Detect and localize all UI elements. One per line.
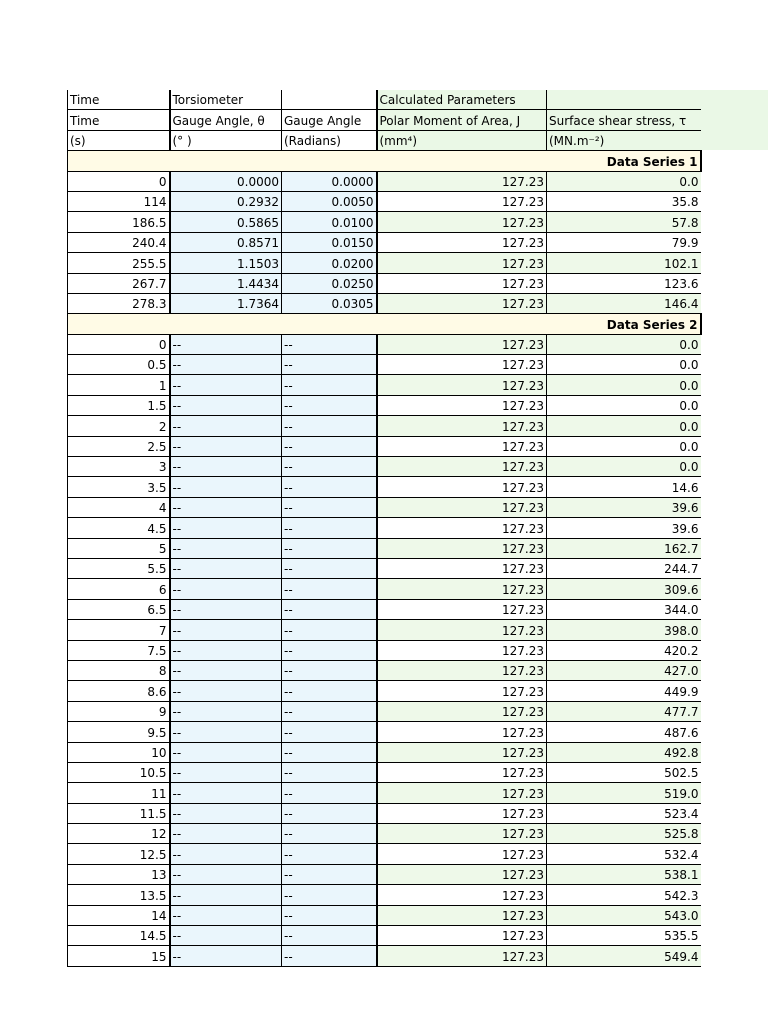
table-row <box>68 660 701 680</box>
torsion-data-table <box>67 90 702 967</box>
cell-gauge-angle-degrees[interactable]: 0.5865 <box>170 212 282 232</box>
cell-gauge-angle-degrees[interactable]: -- <box>170 599 282 619</box>
cell-polar-moment[interactable]: 127.23 <box>377 273 547 293</box>
table-row <box>68 191 701 211</box>
header-torsiometer-group[interactable]: Torsiometer <box>170 90 282 110</box>
table-row <box>68 395 701 415</box>
unit-shear-stress[interactable]: (MN.m⁻²) <box>547 130 701 150</box>
cell-gauge-angle-degrees[interactable]: -- <box>170 355 282 375</box>
cell-gauge-angle-radians[interactable]: -- <box>282 538 377 558</box>
cell-time[interactable]: 14 <box>68 905 170 925</box>
cell-gauge-angle-degrees[interactable]: -- <box>170 558 282 578</box>
cell-polar-moment[interactable]: 127.23 <box>377 253 547 273</box>
cell-polar-moment[interactable]: 127.23 <box>377 722 547 742</box>
cell-polar-moment[interactable]: 127.23 <box>377 457 547 477</box>
table-row <box>68 926 701 946</box>
unit-degrees[interactable]: (° ) <box>170 130 282 150</box>
cell-gauge-angle-radians[interactable]: -- <box>282 762 377 782</box>
cell-gauge-angle-degrees[interactable]: -- <box>170 905 282 925</box>
cell-time[interactable]: 13 <box>68 864 170 884</box>
cell-gauge-angle-radians[interactable]: -- <box>282 722 377 742</box>
section-header-row <box>68 151 701 171</box>
cell-shear-stress[interactable]: 427.0 <box>547 660 701 680</box>
header-gauge-angle-degrees[interactable]: Gauge Angle, θ <box>170 110 282 130</box>
header-shear-stress[interactable]: Surface shear stress, τ <box>547 110 701 130</box>
cell-gauge-angle-degrees[interactable]: -- <box>170 681 282 701</box>
cell-gauge-angle-radians[interactable]: -- <box>282 599 377 619</box>
cell-gauge-angle-degrees[interactable]: -- <box>170 477 282 497</box>
cell-time[interactable]: 2 <box>68 416 170 436</box>
cell-shear-stress[interactable]: 549.4 <box>547 946 701 966</box>
cell-gauge-angle-radians[interactable]: -- <box>282 558 377 578</box>
cell-time[interactable]: 12.5 <box>68 844 170 864</box>
table-row <box>68 253 701 273</box>
cell-time[interactable]: 0 <box>68 171 170 191</box>
cell-gauge-angle-radians[interactable]: -- <box>282 864 377 884</box>
table-row <box>68 722 701 742</box>
cell-gauge-angle-radians[interactable]: -- <box>282 803 377 823</box>
cell-shear-stress[interactable]: 39.6 <box>547 518 701 538</box>
cell-polar-moment[interactable]: 127.23 <box>377 436 547 456</box>
table-row <box>68 905 701 925</box>
cell-time[interactable]: 2.5 <box>68 436 170 456</box>
cell-polar-moment[interactable]: 127.23 <box>377 477 547 497</box>
cell-polar-moment[interactable]: 127.23 <box>377 762 547 782</box>
cell-gauge-angle-radians[interactable]: 0.0000 <box>282 171 377 191</box>
cell-time[interactable]: 1 <box>68 375 170 395</box>
cell-shear-stress[interactable]: 0.0 <box>547 334 701 354</box>
cell-gauge-angle-radians[interactable]: -- <box>282 355 377 375</box>
cell-gauge-angle-radians[interactable]: -- <box>282 926 377 946</box>
cell-shear-stress[interactable]: 477.7 <box>547 701 701 721</box>
cell-polar-moment[interactable]: 127.23 <box>377 375 547 395</box>
cell-gauge-angle-degrees[interactable]: -- <box>170 395 282 415</box>
cell-gauge-angle-radians[interactable]: 0.0305 <box>282 293 377 313</box>
cell-gauge-angle-radians[interactable]: -- <box>282 436 377 456</box>
cell-shear-stress[interactable]: 502.5 <box>547 762 701 782</box>
cell-gauge-angle-degrees[interactable]: -- <box>170 824 282 844</box>
header-row-names <box>68 110 701 130</box>
cell-shear-stress[interactable]: 309.6 <box>547 579 701 599</box>
cell-gauge-angle-degrees[interactable]: -- <box>170 436 282 456</box>
table-row <box>68 558 701 578</box>
cell-time[interactable]: 13.5 <box>68 885 170 905</box>
cell-time[interactable]: 4 <box>68 497 170 517</box>
cell-time[interactable]: 4.5 <box>68 518 170 538</box>
cell-polar-moment[interactable]: 127.23 <box>377 395 547 415</box>
unit-polar-moment[interactable]: (mm⁴) <box>377 130 547 150</box>
cell-gauge-angle-degrees[interactable]: -- <box>170 864 282 884</box>
cell-gauge-angle-degrees[interactable]: -- <box>170 762 282 782</box>
cell-polar-moment[interactable]: 127.23 <box>377 885 547 905</box>
cell-gauge-angle-degrees[interactable]: -- <box>170 701 282 721</box>
cell-shear-stress[interactable]: 523.4 <box>547 803 701 823</box>
cell-shear-stress[interactable]: 146.4 <box>547 293 701 313</box>
cell-polar-moment[interactable]: 127.23 <box>377 824 547 844</box>
table-row <box>68 334 701 354</box>
cell-polar-moment[interactable]: 127.23 <box>377 926 547 946</box>
cell-gauge-angle-degrees[interactable]: -- <box>170 375 282 395</box>
cell-gauge-angle-radians[interactable]: 0.0050 <box>282 191 377 211</box>
cell-time[interactable]: 278.3 <box>68 293 170 313</box>
cell-gauge-angle-degrees[interactable]: -- <box>170 803 282 823</box>
cell-gauge-angle-radians[interactable]: -- <box>282 742 377 762</box>
cell-gauge-angle-degrees[interactable]: -- <box>170 518 282 538</box>
cell-time[interactable]: 1.5 <box>68 395 170 415</box>
cell-gauge-angle-radians[interactable]: -- <box>282 416 377 436</box>
header-row-groups <box>68 90 701 110</box>
cell-gauge-angle-radians[interactable]: -- <box>282 457 377 477</box>
cell-time[interactable]: 15 <box>68 946 170 966</box>
cell-shear-stress[interactable]: 0.0 <box>547 395 701 415</box>
cell-polar-moment[interactable]: 127.23 <box>377 742 547 762</box>
header-calculated-parameters-group[interactable]: Calculated Parameters <box>377 90 547 110</box>
cell-shear-stress[interactable]: 543.0 <box>547 905 701 925</box>
table-row <box>68 355 701 375</box>
cell-gauge-angle-degrees[interactable]: -- <box>170 885 282 905</box>
cell-gauge-angle-radians[interactable]: 0.0150 <box>282 232 377 252</box>
cell-gauge-angle-degrees[interactable]: -- <box>170 926 282 946</box>
cell-shear-stress[interactable]: 244.7 <box>547 558 701 578</box>
cell-shear-stress[interactable]: 487.6 <box>547 722 701 742</box>
header-calculated-span[interactable] <box>547 90 701 110</box>
cell-polar-moment[interactable]: 127.23 <box>377 171 547 191</box>
cell-shear-stress[interactable]: 162.7 <box>547 538 701 558</box>
cell-gauge-angle-degrees[interactable]: -- <box>170 844 282 864</box>
table-row <box>68 640 701 660</box>
table-row <box>68 212 701 232</box>
cell-time[interactable]: 7.5 <box>68 640 170 660</box>
cell-gauge-angle-degrees[interactable]: -- <box>170 538 282 558</box>
table-row <box>68 293 701 313</box>
cell-gauge-angle-radians[interactable]: 0.0250 <box>282 273 377 293</box>
cell-time[interactable]: 12 <box>68 824 170 844</box>
cell-gauge-angle-degrees[interactable]: 1.7364 <box>170 293 282 313</box>
cell-gauge-angle-radians[interactable]: -- <box>282 477 377 497</box>
cell-polar-moment[interactable]: 127.23 <box>377 660 547 680</box>
cell-polar-moment[interactable]: 127.23 <box>377 864 547 884</box>
table-row <box>68 518 701 538</box>
table-row <box>68 171 701 191</box>
header-time-group[interactable]: Time <box>68 90 170 110</box>
cell-gauge-angle-radians[interactable]: -- <box>282 701 377 721</box>
cell-time[interactable]: 240.4 <box>68 232 170 252</box>
cell-polar-moment[interactable]: 127.23 <box>377 518 547 538</box>
cell-time[interactable]: 5.5 <box>68 558 170 578</box>
cell-polar-moment[interactable]: 127.23 <box>377 905 547 925</box>
cell-shear-stress[interactable]: 0.0 <box>547 355 701 375</box>
cell-gauge-angle-degrees[interactable]: -- <box>170 660 282 680</box>
section-title[interactable]: Data Series 2 <box>68 314 701 334</box>
table-row <box>68 762 701 782</box>
cell-gauge-angle-radians[interactable]: -- <box>282 844 377 864</box>
cell-time[interactable]: 6.5 <box>68 599 170 619</box>
cell-gauge-angle-degrees[interactable]: -- <box>170 620 282 640</box>
cell-time[interactable]: 11 <box>68 783 170 803</box>
cell-time[interactable]: 10.5 <box>68 762 170 782</box>
cell-shear-stress[interactable]: 344.0 <box>547 599 701 619</box>
unit-time[interactable]: (s) <box>68 130 170 150</box>
cell-time[interactable]: 3.5 <box>68 477 170 497</box>
cell-time[interactable]: 267.7 <box>68 273 170 293</box>
cell-gauge-angle-radians[interactable]: -- <box>282 640 377 660</box>
cell-gauge-angle-radians[interactable]: -- <box>282 334 377 354</box>
cell-time[interactable]: 8 <box>68 660 170 680</box>
cell-gauge-angle-degrees[interactable]: -- <box>170 722 282 742</box>
table-row <box>68 681 701 701</box>
cell-polar-moment[interactable]: 127.23 <box>377 844 547 864</box>
cell-polar-moment[interactable]: 127.23 <box>377 783 547 803</box>
cell-shear-stress[interactable]: 538.1 <box>547 864 701 884</box>
cell-shear-stress[interactable]: 35.8 <box>547 191 701 211</box>
cell-time[interactable]: 11.5 <box>68 803 170 823</box>
table-row <box>68 538 701 558</box>
header-polar-moment[interactable]: Polar Moment of Area, J <box>377 110 547 130</box>
cell-gauge-angle-degrees[interactable]: 0.8571 <box>170 232 282 252</box>
cell-shear-stress[interactable]: 542.3 <box>547 885 701 905</box>
cell-gauge-angle-radians[interactable]: 0.0200 <box>282 253 377 273</box>
cell-time[interactable]: 0.5 <box>68 355 170 375</box>
cell-gauge-angle-degrees[interactable]: -- <box>170 497 282 517</box>
table-row <box>68 436 701 456</box>
cell-gauge-angle-degrees[interactable]: 1.4434 <box>170 273 282 293</box>
table-row <box>68 273 701 293</box>
cell-shear-stress[interactable]: 14.6 <box>547 477 701 497</box>
cell-gauge-angle-radians[interactable]: -- <box>282 660 377 680</box>
table-row <box>68 416 701 436</box>
cell-gauge-angle-degrees[interactable]: -- <box>170 742 282 762</box>
cell-shear-stress[interactable]: 0.0 <box>547 436 701 456</box>
cell-time[interactable]: 0 <box>68 334 170 354</box>
cell-time[interactable]: 7 <box>68 620 170 640</box>
cell-time[interactable]: 6 <box>68 579 170 599</box>
cell-gauge-angle-radians[interactable]: -- <box>282 395 377 415</box>
cell-shear-stress[interactable]: 519.0 <box>547 783 701 803</box>
cell-gauge-angle-degrees[interactable]: -- <box>170 334 282 354</box>
cell-polar-moment[interactable]: 127.23 <box>377 416 547 436</box>
cell-gauge-angle-degrees[interactable]: 0.2932 <box>170 191 282 211</box>
table-row <box>68 946 701 966</box>
cell-polar-moment[interactable]: 127.23 <box>377 232 547 252</box>
cell-polar-moment[interactable]: 127.23 <box>377 212 547 232</box>
cell-gauge-angle-radians[interactable]: -- <box>282 518 377 538</box>
cell-shear-stress[interactable]: 398.0 <box>547 620 701 640</box>
table-row <box>68 885 701 905</box>
cell-shear-stress[interactable]: 492.8 <box>547 742 701 762</box>
table-row <box>68 701 701 721</box>
cell-polar-moment[interactable]: 127.23 <box>377 334 547 354</box>
table-row <box>68 783 701 803</box>
header-row-units <box>68 130 701 150</box>
cell-polar-moment[interactable]: 127.23 <box>377 558 547 578</box>
cell-time[interactable]: 10 <box>68 742 170 762</box>
cell-shear-stress[interactable]: 123.6 <box>547 273 701 293</box>
table-row <box>68 803 701 823</box>
cell-time[interactable]: 9.5 <box>68 722 170 742</box>
cell-polar-moment[interactable]: 127.23 <box>377 620 547 640</box>
cell-time[interactable]: 14.5 <box>68 926 170 946</box>
table-row <box>68 477 701 497</box>
cell-gauge-angle-radians[interactable]: -- <box>282 824 377 844</box>
cell-gauge-angle-radians[interactable]: -- <box>282 375 377 395</box>
cell-time[interactable]: 5 <box>68 538 170 558</box>
cell-gauge-angle-radians[interactable]: -- <box>282 783 377 803</box>
cell-polar-moment[interactable]: 127.23 <box>377 293 547 313</box>
table-row <box>68 824 701 844</box>
table-row <box>68 844 701 864</box>
cell-time[interactable]: 114 <box>68 191 170 211</box>
cell-polar-moment[interactable]: 127.23 <box>377 701 547 721</box>
cell-polar-moment[interactable]: 127.23 <box>377 497 547 517</box>
cell-gauge-angle-radians[interactable]: -- <box>282 905 377 925</box>
cell-time[interactable]: 186.5 <box>68 212 170 232</box>
cell-polar-moment[interactable]: 127.23 <box>377 599 547 619</box>
table-row <box>68 599 701 619</box>
table-row <box>68 579 701 599</box>
cell-gauge-angle-radians[interactable]: -- <box>282 497 377 517</box>
header-time[interactable]: Time <box>68 110 170 130</box>
header-torsiometer-span[interactable] <box>282 90 377 110</box>
cell-gauge-angle-degrees[interactable]: -- <box>170 783 282 803</box>
cell-time[interactable]: 3 <box>68 457 170 477</box>
cell-shear-stress[interactable]: 0.0 <box>547 416 701 436</box>
cell-polar-moment[interactable]: 127.23 <box>377 640 547 660</box>
section-title[interactable]: Data Series 1 <box>68 151 701 171</box>
cell-time[interactable]: 8.6 <box>68 681 170 701</box>
cell-polar-moment[interactable]: 127.23 <box>377 681 547 701</box>
cell-gauge-angle-radians[interactable]: -- <box>282 620 377 640</box>
cell-shear-stress[interactable]: 525.8 <box>547 824 701 844</box>
table-row <box>68 742 701 762</box>
cell-shear-stress[interactable]: 0.0 <box>547 375 701 395</box>
cell-shear-stress[interactable]: 0.0 <box>547 171 701 191</box>
table-row <box>68 375 701 395</box>
header-highlight-band <box>700 90 768 150</box>
cell-shear-stress[interactable]: 102.1 <box>547 253 701 273</box>
cell-shear-stress[interactable]: 0.0 <box>547 457 701 477</box>
cell-gauge-angle-degrees[interactable]: 1.1503 <box>170 253 282 273</box>
cell-shear-stress[interactable]: 449.9 <box>547 681 701 701</box>
cell-shear-stress[interactable]: 57.8 <box>547 212 701 232</box>
table-row <box>68 864 701 884</box>
cell-gauge-angle-radians[interactable]: -- <box>282 579 377 599</box>
cell-polar-moment[interactable]: 127.23 <box>377 579 547 599</box>
table-row <box>68 457 701 477</box>
cell-shear-stress[interactable]: 535.5 <box>547 926 701 946</box>
cell-shear-stress[interactable]: 420.2 <box>547 640 701 660</box>
cell-polar-moment[interactable]: 127.23 <box>377 946 547 966</box>
unit-radians[interactable]: (Radians) <box>282 130 377 150</box>
cell-gauge-angle-degrees[interactable]: -- <box>170 946 282 966</box>
cell-polar-moment[interactable]: 127.23 <box>377 355 547 375</box>
cell-gauge-angle-radians[interactable]: -- <box>282 681 377 701</box>
cell-polar-moment[interactable]: 127.23 <box>377 538 547 558</box>
cell-shear-stress[interactable]: 532.4 <box>547 844 701 864</box>
cell-gauge-angle-degrees[interactable]: -- <box>170 579 282 599</box>
cell-gauge-angle-degrees[interactable]: 0.0000 <box>170 171 282 191</box>
cell-gauge-angle-degrees[interactable]: -- <box>170 416 282 436</box>
cell-polar-moment[interactable]: 127.23 <box>377 803 547 823</box>
cell-gauge-angle-degrees[interactable]: -- <box>170 457 282 477</box>
section-header-row <box>68 314 701 334</box>
cell-time[interactable]: 9 <box>68 701 170 721</box>
cell-time[interactable]: 255.5 <box>68 253 170 273</box>
cell-shear-stress[interactable]: 39.6 <box>547 497 701 517</box>
cell-gauge-angle-radians[interactable]: -- <box>282 885 377 905</box>
table-row <box>68 497 701 517</box>
cell-gauge-angle-radians[interactable]: -- <box>282 946 377 966</box>
cell-gauge-angle-degrees[interactable]: -- <box>170 640 282 660</box>
header-gauge-angle-radians[interactable]: Gauge Angle <box>282 110 377 130</box>
cell-polar-moment[interactable]: 127.23 <box>377 191 547 211</box>
table-row <box>68 232 701 252</box>
table-row <box>68 620 701 640</box>
cell-shear-stress[interactable]: 79.9 <box>547 232 701 252</box>
cell-gauge-angle-radians[interactable]: 0.0100 <box>282 212 377 232</box>
